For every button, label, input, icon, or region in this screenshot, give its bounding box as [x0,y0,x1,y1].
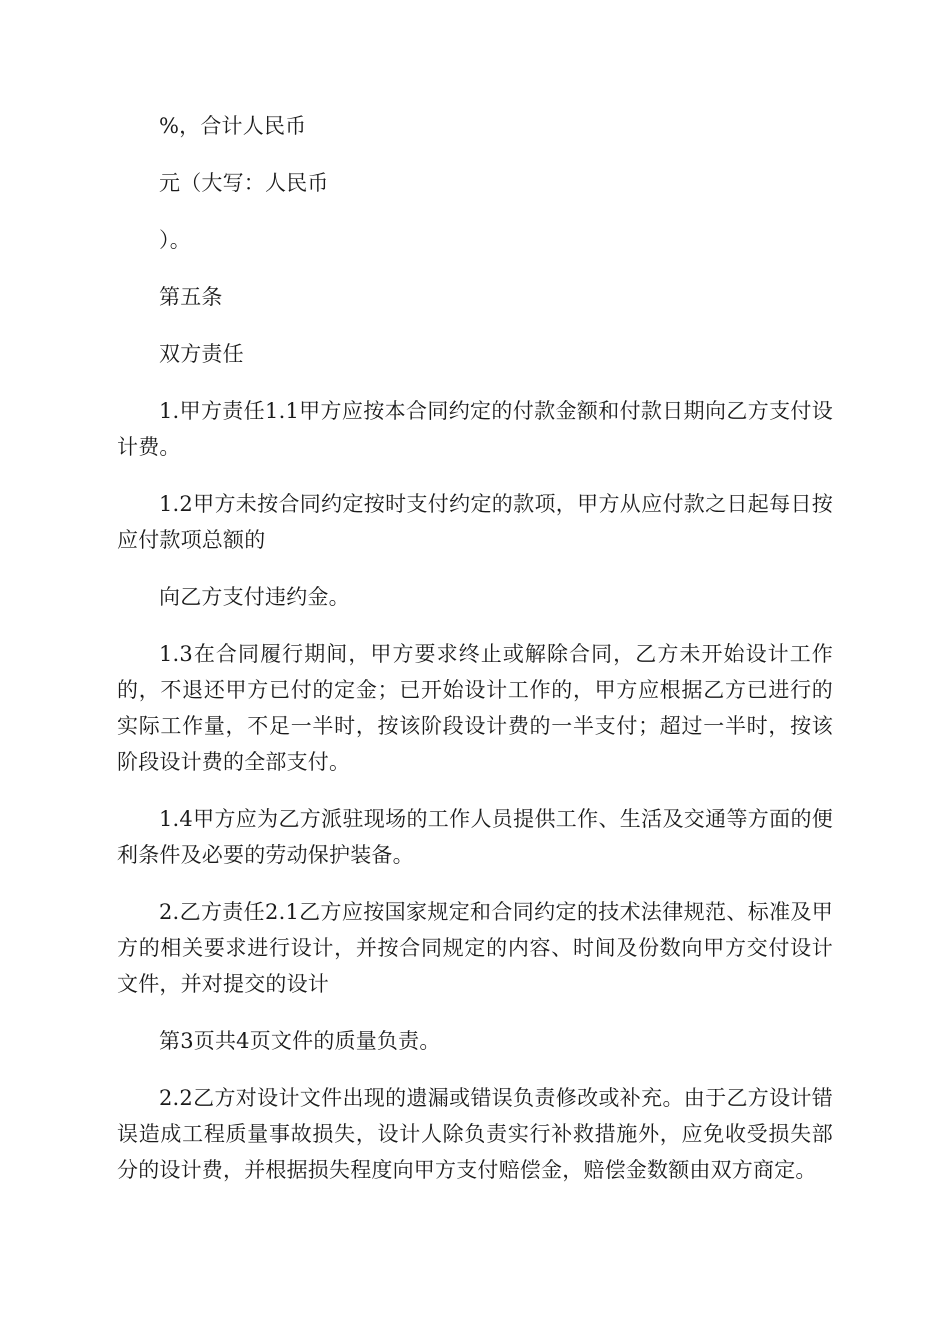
paragraph-amount-percent: %，合计人民币 [159,114,307,138]
clause-1-3: 1.3在合同履行期间，甲方要求终止或解除合同，乙方未开始设计工作的，不退还甲方已付的定金；已开始设计工作的，甲方应根据乙方已进行的实际工作量，不足一半时，按该阶段设计费的一半支付；超过一半时，按该阶段设计费的全部支付。 [117,642,833,774]
clause-2-1: 2.乙方责任2.1乙方应按国家规定和合同约定的技术法律规范、标准及甲方的相关要求进行设计，并按合同规定的内容、时间及份数向甲方交付设计文件，并对提交的设计 [117,900,833,996]
clause-1-4: 1.4甲方应为乙方派驻现场的工作人员提供工作、生活及交通等方面的便利条件及必要的劳动保护装备。 [117,807,833,867]
clause-1-2: 1.2甲方未按合同约定按时支付约定的款项，甲方从应付款之日起每日按应付款项总额的 [117,492,833,552]
page-footer-continuation: 第3页共4页文件的质量负责。 [159,1029,441,1053]
clause-1-1: 1.甲方责任1.1甲方应按本合同约定的付款金额和付款日期向乙方支付设计费。 [117,399,833,459]
paragraph-amount-yuan: 元（大写：人民币 [159,171,329,195]
clause-1-2-continued: 向乙方支付违约金。 [159,585,350,609]
article-title: 双方责任 [159,342,244,366]
paragraph-amount-close: ）。 [159,228,191,252]
document-page [117,108,833,1209]
clause-2-2: 2.2乙方对设计文件出现的遗漏或错误负责修改或补充。由于乙方设计错误造成工程质量事故损失，设计人除负责实行补救措施外，应免收受损失部分的设计费，并根据损失程度向甲方支付赔偿金，赔偿金数额由双方商定。 [117,1086,833,1182]
article-number: 第五条 [159,285,223,309]
